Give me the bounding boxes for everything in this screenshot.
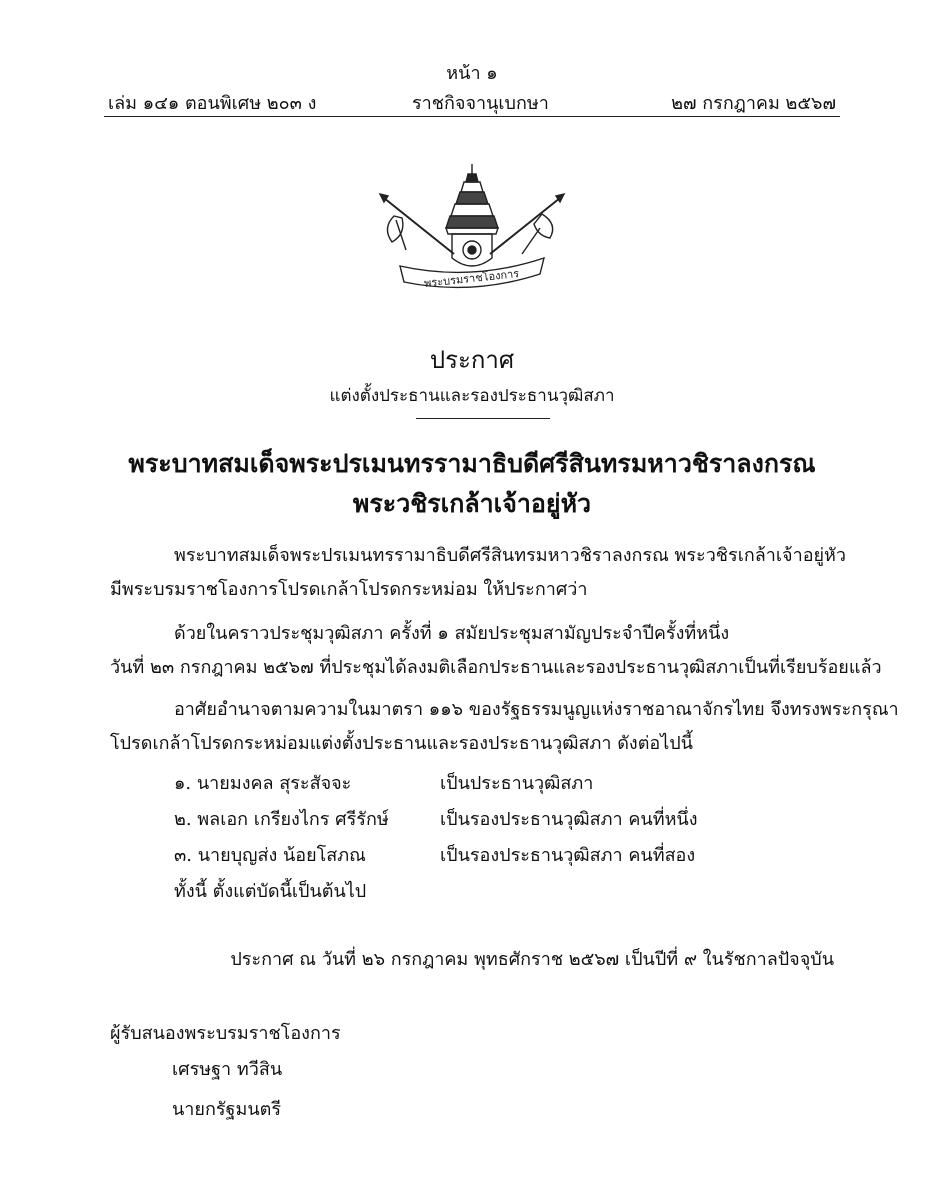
- proclamation-date: ประกาศ ณ วันที่ ๒๖ กรกฎาคม พุทธศักราช ๒๕๖๗ เป็นปีที่ ๙ ในรัชกาลปัจจุบัน: [230, 949, 834, 970]
- paragraph-line: วันที่ ๒๓ กรกฎาคม ๒๕๖๗ ที่ประชุมได้ลงมติเลือกประธานและรองประธานวุฒิสภาเป็นที่เรียบร้อยแล้ว: [110, 657, 882, 678]
- gazette-date: ๒๗ กรกฎาคม ๒๕๖๗: [671, 93, 836, 114]
- royal-seal-emblem-icon: [372, 158, 572, 298]
- appointee-position: เป็นรองประธานวุฒิสภา คนที่หนึ่ง: [440, 809, 698, 830]
- king-name-line-1: พระบาทสมเด็จพระปรเมนทรรามาธิบดีศรีสินทรมหาวชิราลงกรณ: [128, 449, 816, 478]
- countersign-label: ผู้รับสนองพระบรมราชโองการ: [110, 1023, 341, 1044]
- king-name-line-2: พระวชิรเกล้าเจ้าอยู่หัว: [352, 489, 592, 518]
- appointee-name: ๑. นายมงคล สุระสัจจะ: [174, 773, 352, 794]
- appointee-position: เป็นประธานวุฒิสภา: [440, 773, 594, 794]
- gazette-publication: ราชกิจจานุเบกษา: [412, 93, 549, 114]
- page-number: หน้า ๑: [446, 63, 498, 84]
- paragraph-line: อาศัยอำนาจตามความในมาตรา ๑๑๖ ของรัฐธรรมนูญแห่งราชอาณาจักรไทย จึงทรงพระกรุณา: [174, 699, 899, 720]
- appointee-position: เป็นรองประธานวุฒิสภา คนที่สอง: [440, 845, 696, 866]
- gazette-volume: เล่ม ๑๔๑ ตอนพิเศษ ๒๐๓ ง: [108, 93, 317, 114]
- signatory-title: นายกรัฐมนตรี: [172, 1099, 281, 1120]
- appointee-name: ๒. พลเอก เกรียงไกร ศรีรักษ์: [174, 809, 389, 830]
- paragraph-line: มีพระบรมราชโองการโปรดเกล้าโปรดกระหม่อม ให้ประกาศว่า: [110, 579, 588, 600]
- title-rule: [416, 418, 550, 419]
- signatory-name: เศรษฐา ทวีสิน: [172, 1059, 283, 1080]
- paragraph-line: พระบาทสมเด็จพระปรเมนทรรามาธิบดีศรีสินทรมหาวชิราลงกรณ พระวชิรเกล้าเจ้าอยู่หัว: [174, 545, 847, 566]
- effective-clause: ทั้งนี้ ตั้งแต่บัดนี้เป็นต้นไป: [174, 881, 367, 902]
- document-subtitle: แต่งตั้งประธานและรองประธานวุฒิสภา: [329, 386, 615, 406]
- header-rule: [104, 116, 840, 117]
- document-title: ประกาศ: [429, 346, 515, 374]
- appointee-name: ๓. นายบุญส่ง น้อยโสภณ: [174, 845, 366, 866]
- paragraph-line: ด้วยในคราวประชุมวุฒิสภา ครั้งที่ ๑ สมัยประชุมสามัญประจำปีครั้งที่หนึ่ง: [174, 623, 730, 644]
- paragraph-line: โปรดเกล้าโปรดกระหม่อมแต่งตั้งประธานและรองประธานวุฒิสภา ดังต่อไปนี้: [110, 733, 693, 754]
- svg-text:พระบรมราชโองการ: พระบรมราชโองการ: [423, 267, 520, 290]
